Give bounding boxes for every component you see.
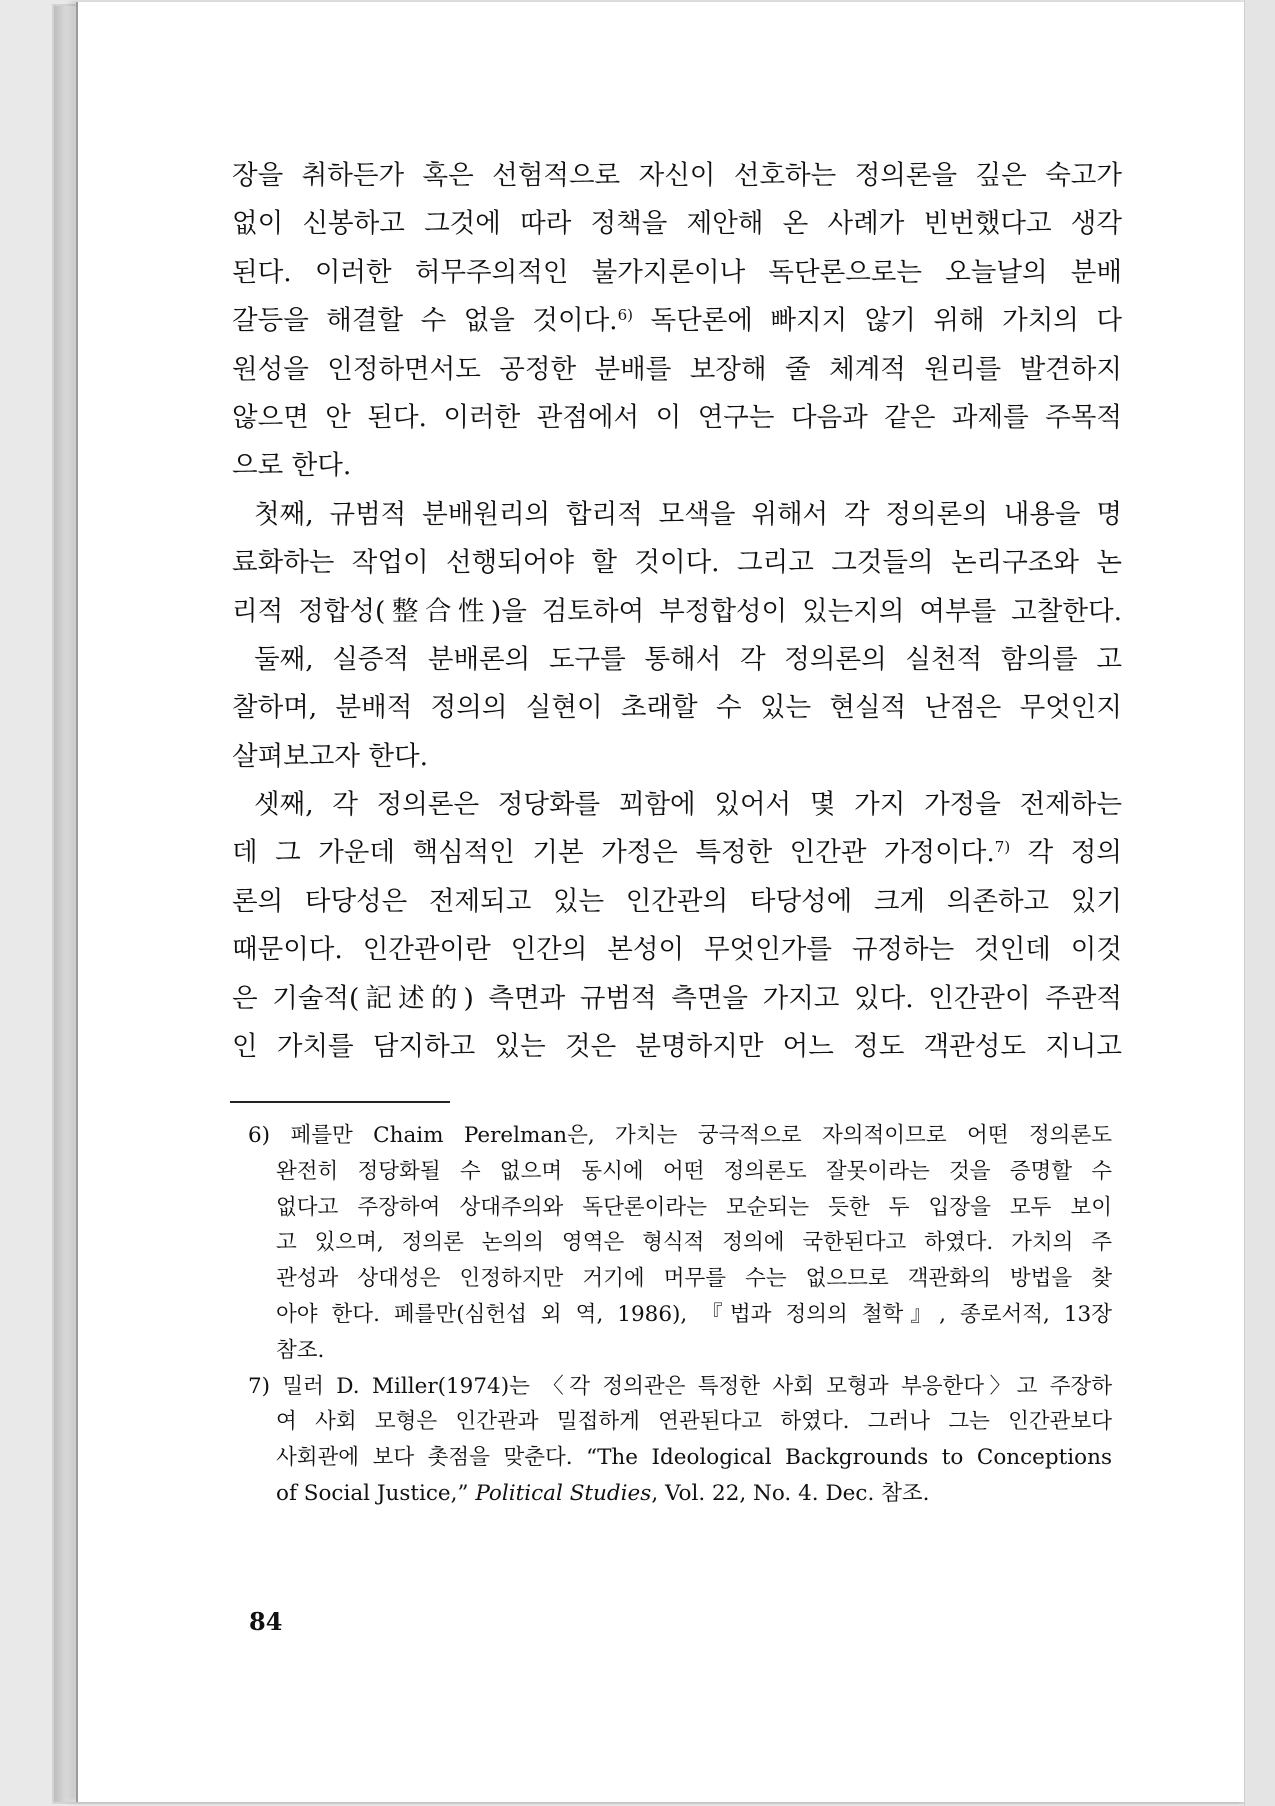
body-text [232, 152, 1122, 1071]
footnote-6-line: 아야 한다. 페를만(심헌섭 외 역, 1986), 『법과 정의의 철학』, 종로서적, 13장 [276, 1301, 1112, 1327]
footnote-divider [230, 1101, 450, 1103]
page-number: 84 [249, 1607, 283, 1636]
body-line: 않으면 안 된다. 이러한 관점에서 이 연구는 다음과 같은 과제를 주목적 [232, 401, 1122, 433]
body-line: 살펴보고자 한다. [232, 740, 429, 772]
footnote-7-line: of Social Justice,” Political Studies, Vol. 22, No. 4. Dec. 참조. [276, 1480, 930, 1506]
page-edge [54, 6, 76, 1802]
footnote-ref-6[interactable]: 6) [617, 306, 634, 325]
right-margin [1244, 0, 1275, 1806]
footnote-7-line: 7) 밀러 D. Miller(1974)는 〈각 정의관은 특정한 사회 모형과 부응한다〉고 주장하 [248, 1373, 1112, 1399]
body-line: 론의 타당성은 전제되고 있는 인간관의 타당성에 크게 의존하고 있기 [232, 885, 1122, 917]
footnote-6-line: 완전히 정당화될 수 없으며 동시에 어떤 정의론도 잘못이라는 것을 증명할 수 [276, 1158, 1112, 1184]
footnote-6-line: 고 있으며, 정의론 논의의 영역은 형식적 정의에 국한된다고 하였다. 가치의 주 [276, 1230, 1112, 1256]
body-line: 없이 신봉하고 그것에 따라 정책을 제안해 온 사례가 빈번했다고 생각 [232, 208, 1122, 240]
body-line: 찰하며, 분배적 정의의 실현이 초래할 수 있는 현실적 난점은 무엇인지 [232, 692, 1122, 724]
footnote-6-line: 참조. [276, 1337, 325, 1363]
body-line: 은 기술적(記述的) 측면과 규범적 측면을 가지고 있다. 인간관이 주관적 [232, 982, 1122, 1014]
body-line: 으로 한다. [232, 450, 352, 482]
footnotes [248, 1118, 1112, 1512]
footnote-6-line: 6) 페를만 Chaim Perelman은, 가치는 궁극적으로 자의적이므로 어떤 정의론도 [248, 1123, 1112, 1148]
body-line: 셋째, 각 정의론은 정당화를 꾀함에 있어서 몇 가지 가정을 전제하는 [254, 789, 1122, 821]
footnote-7-line: 여 사회 모형은 인간관과 밀접하게 연관된다고 하였다. 그러나 그는 인간관보다 [276, 1409, 1112, 1435]
body-line: 때문이다. 인간관이란 인간의 본성이 무엇인가를 규정하는 것인데 이것 [232, 934, 1122, 966]
body-line: 료화하는 작업이 선행되어야 할 것이다. 그리고 그것들의 논리구조와 논 [232, 547, 1122, 579]
body-line: 둘째, 실증적 분배론의 도구를 통해서 각 정의론의 실천적 함의를 고 [254, 643, 1122, 675]
body-line: 인 가치를 담지하고 있는 것은 분명하지만 어느 정도 객관성도 지니고 [232, 1031, 1122, 1063]
body-line: 원성을 인정하면서도 공정한 분배를 보장해 줄 체계적 원리를 발견하지 [232, 353, 1122, 385]
footnote-ref-7[interactable]: 7) [994, 838, 1011, 857]
body-line: 갈등을 해결할 수 없을 것이다.$^{6)}$ 독단론에 빠지지 않기 위해 가치의 다 [232, 305, 1122, 337]
body-line: 된다. 이러한 허무주의적인 불가지론이나 독단론으로는 오늘날의 분배 [232, 256, 1122, 288]
footnote-6-line: 없다고 주장하여 상대주의와 독단론이라는 모순되는 듯한 두 입장을 모두 보이 [276, 1194, 1112, 1220]
body-line: 데 그 가운데 핵심적인 기본 가정은 특정한 인간관 가정이다.$^{7)}$ 각 정의 [232, 837, 1122, 869]
body-line: 장을 취하든가 혹은 선험적으로 자신이 선호하는 정의론을 깊은 숙고가 [232, 160, 1122, 191]
journal-title: Political Studies [475, 1480, 652, 1506]
body-line: 첫째, 규범적 분배원리의 합리적 모색을 위해서 각 정의론의 내용을 명 [254, 498, 1122, 530]
footnote-7-line: 사회관에 보다 촛점을 맞춘다. “The Ideological Backgrounds to Conceptions [276, 1445, 1112, 1471]
footnote-6-line: 관성과 상대성은 인정하지만 거기에 머무를 수는 없으므로 객관화의 방법을 찾 [276, 1266, 1112, 1292]
body-line: 리적 정합성(整合性)을 검토하여 부정합성이 있는지의 여부를 고찰한다. [232, 595, 1122, 627]
